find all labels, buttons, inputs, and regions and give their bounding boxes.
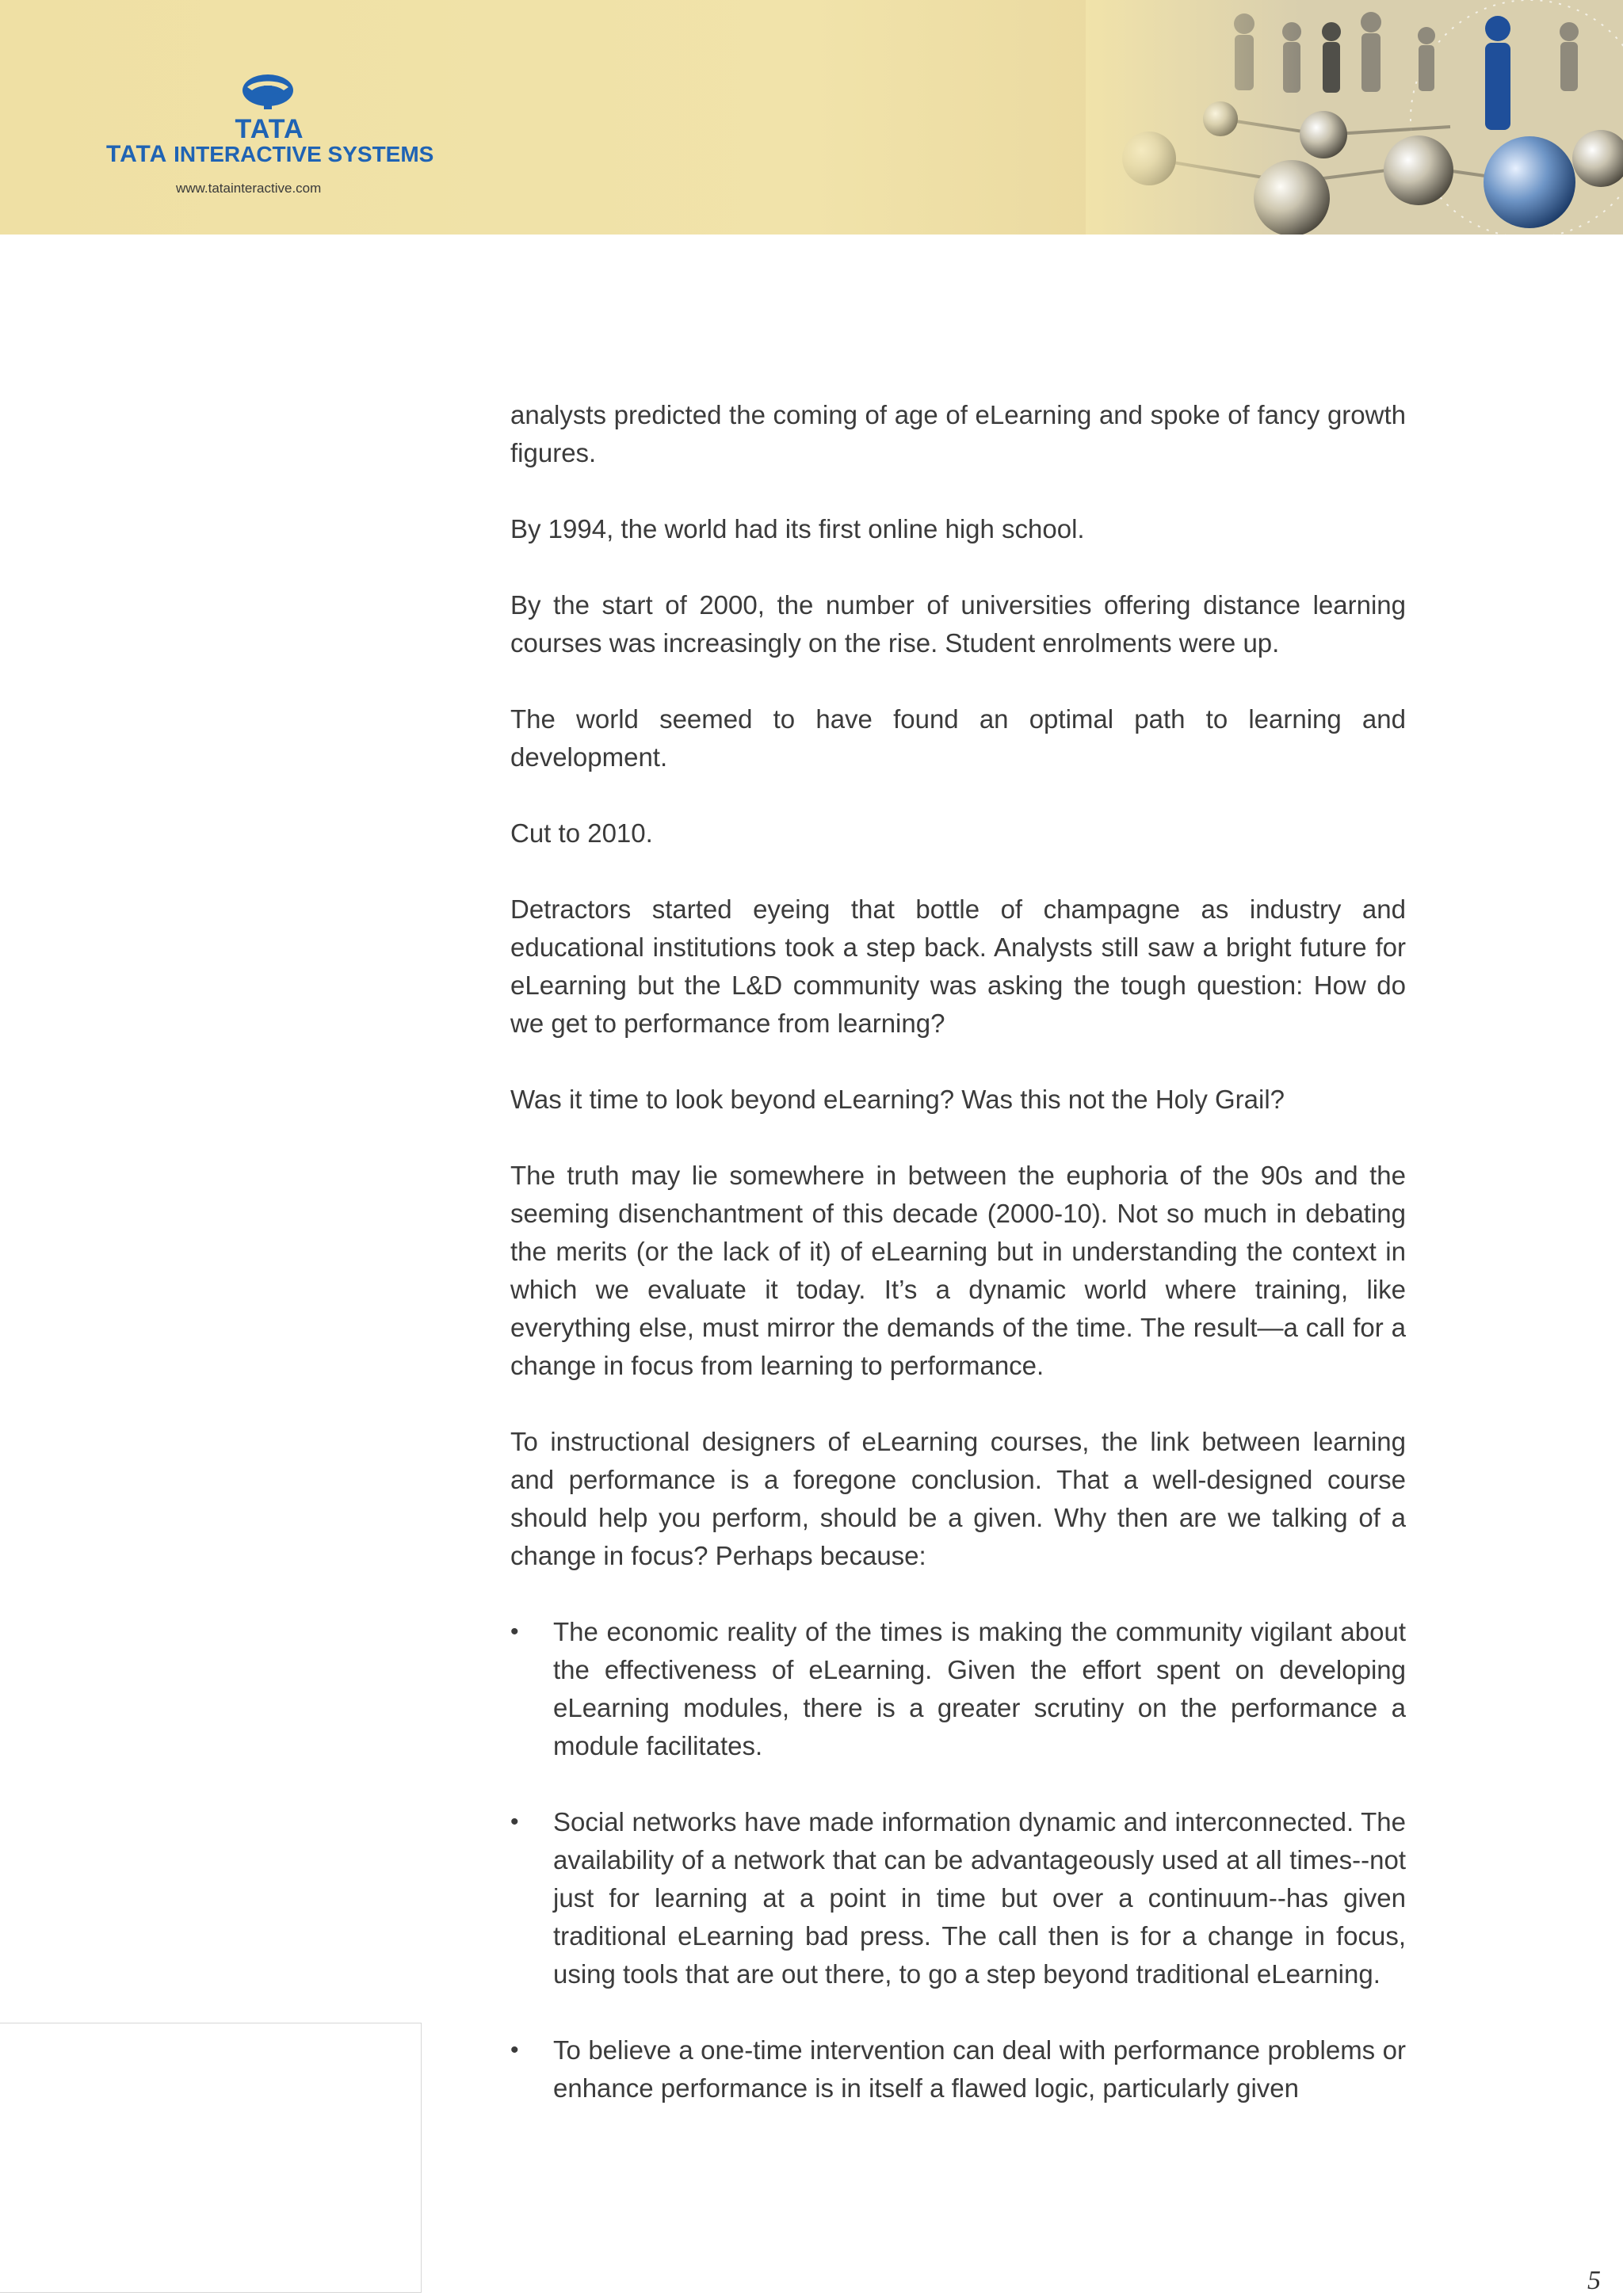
list-item-text: To believe a one-time intervention can deal with performance problems or enhance performance is in itself a flawed logic, particularly given [553,2035,1406,2103]
list-item-text: The economic reality of the times is making the community vigilant about the effectiveness of eLearning. Given the effort spent on developing eLearning modules, there is a greater scrutiny on the performance a module facilitates. [553,1617,1406,1760]
list-item [510,1613,1406,1765]
list-item [510,2031,1406,2107]
paragraph: To instructional designers of eLearning courses, the link between learning and performance is a foregone conclusion. That a well-designed course should help you perform, should be a given. Why then are we talking of a change in focus? Perhaps because: [510,1427,1406,1570]
empty-sidebar-box [0,2023,422,2293]
tata-emblem-icon [239,73,296,113]
people-network-illustration [1086,0,1623,235]
paragraph: The truth may lie somewhere in between the euphoria of the 90s and the seeming disenchantment of this decade (2000-10). Not so much in debating the merits (or the lack of it) of eLearning but in understanding the context in which we evaluate it today. It’s a dynamic world where training, like everything else, must mirror the demands of the time. The result—a call for a change in focus from learning to performance. [510,1161,1406,1380]
article-body [510,396,1406,2145]
page-number: 5 [1587,2266,1601,2295]
bullet-icon: • [510,2037,519,2063]
brand-wordmark: TATA [235,114,304,144]
page-header [0,0,1623,235]
paragraph: By the start of 2000, the number of universities offering distance learning courses was increasingly on the rise. Student enrolments were up. [510,590,1406,658]
list-item [510,1803,1406,1993]
company-prefix: TATA [106,141,168,167]
list-item-text: Social networks have made information dynamic and interconnected. The availability of a network that can be advantageously used at all times--not just for learning at a point in time but over a continuum--has given traditional eLearning bad press. The call then is for a change in focus, using tools that are out there, to go a step beyond traditional eLearning. [553,1807,1406,1989]
website-url: www.tatainteractive.com [176,181,322,196]
company-suffix: INTERACTIVE SYSTEMS [174,142,434,166]
paragraph: By 1994, the world had its first online high school. [510,514,1085,543]
paragraph: Cut to 2010. [510,818,653,848]
paragraph: Detractors started eyeing that bottle of champagne as industry and educational institutions took a step back. Analysts still saw a bright future for eLearning but the L&D community was asking the tough question: How do we get to performance from learning? [510,894,1406,1038]
paragraph: Was it time to look beyond eLearning? Was this not the Holy Grail? [510,1085,1285,1114]
paragraph: analysts predicted the coming of age of eLearning and spoke of fancy growth figures. [510,400,1406,467]
bullet-icon: • [510,1619,519,1645]
paragraph: The world seemed to have found an optimal path to learning and development. [510,704,1406,772]
bullet-icon: • [510,1809,519,1835]
bullet-list [510,1613,1406,2107]
company-name [106,141,433,168]
